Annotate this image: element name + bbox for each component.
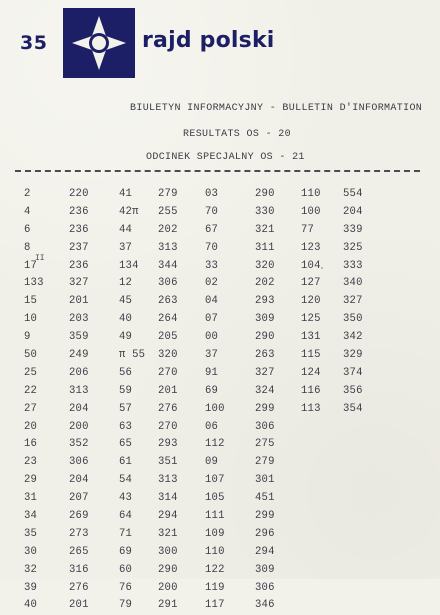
table-cell: 313 bbox=[158, 474, 178, 487]
table-cell: 291 bbox=[158, 599, 178, 612]
table-cell: 290 bbox=[158, 563, 178, 576]
table-cell: 320 bbox=[158, 349, 178, 362]
table-cell: 113 bbox=[301, 402, 321, 415]
table-cell: 125 bbox=[301, 313, 321, 326]
table-cell: 327 bbox=[69, 277, 89, 290]
table-cell: 263 bbox=[255, 349, 275, 362]
table-cell: 339 bbox=[343, 223, 363, 236]
table-cell: 69 bbox=[119, 545, 133, 558]
table-cell: 279 bbox=[158, 188, 178, 200]
table-cell: 65 bbox=[119, 438, 133, 451]
table-cell: 316 bbox=[69, 563, 89, 576]
table-cell: 70 bbox=[205, 241, 219, 254]
table-cell: 324 bbox=[255, 384, 275, 397]
table-cell: 17 bbox=[24, 259, 38, 272]
table-cell: 50 bbox=[24, 349, 38, 362]
table-cell: 110 bbox=[205, 545, 225, 558]
results-column-8 bbox=[343, 186, 391, 419]
table-cell: 273 bbox=[69, 527, 89, 540]
table-cell: π 55 bbox=[119, 349, 146, 362]
table-cell: 115 bbox=[301, 349, 321, 362]
table-cell: 356 bbox=[343, 384, 363, 397]
table-cell: 71 bbox=[119, 527, 133, 540]
table-cell: 313 bbox=[158, 241, 178, 254]
table-cell: 61 bbox=[119, 456, 133, 469]
table-cell: 202 bbox=[158, 223, 178, 236]
table-cell: 202 bbox=[255, 277, 275, 290]
results-column-2 bbox=[69, 186, 117, 615]
table-cell: 10 bbox=[24, 313, 38, 326]
table-cell: 40 bbox=[119, 313, 133, 326]
table-cell: 29 bbox=[24, 474, 38, 487]
table-cell: 294 bbox=[255, 545, 275, 558]
table-cell: 16 bbox=[24, 438, 38, 451]
table-cell: 313 bbox=[69, 384, 89, 397]
star-emblem-icon bbox=[63, 8, 135, 78]
table-cell: 299 bbox=[255, 402, 275, 415]
table-cell: 02 bbox=[205, 277, 219, 290]
special-stage-title: ODCINEK SPECJALNY OS - 21 bbox=[146, 152, 305, 163]
table-cell: 49 bbox=[119, 331, 133, 344]
table-cell: 201 bbox=[158, 384, 178, 397]
table-cell: 275 bbox=[255, 438, 275, 451]
table-cell: 107 bbox=[205, 474, 225, 487]
table-cell: 32 bbox=[24, 563, 38, 576]
table-cell: 31 bbox=[24, 492, 38, 505]
table-cell: 340 bbox=[343, 277, 363, 290]
table-cell: 306 bbox=[255, 581, 275, 594]
table-cell: 204 bbox=[69, 474, 89, 487]
table-cell: 42π bbox=[119, 205, 139, 218]
table-cell: 06 bbox=[205, 420, 219, 433]
table-cell: 314 bbox=[158, 492, 178, 505]
table-cell: 25 bbox=[24, 366, 38, 379]
table-cell: 119 bbox=[205, 581, 225, 594]
table-cell: 124 bbox=[301, 366, 321, 379]
paper-spot bbox=[321, 267, 323, 269]
table-cell: 269 bbox=[69, 510, 89, 523]
table-cell: 22 bbox=[24, 384, 38, 397]
table-cell: 45 bbox=[119, 295, 133, 308]
table-cell: 20 bbox=[24, 420, 38, 433]
table-cell: 346 bbox=[255, 599, 275, 612]
results-table bbox=[0, 186, 440, 612]
table-cell: 344 bbox=[158, 259, 178, 272]
table-cell: 27 bbox=[24, 402, 38, 415]
table-cell: 44 bbox=[119, 223, 133, 236]
table-cell: 306 bbox=[255, 420, 275, 433]
table-cell: 04 bbox=[205, 295, 219, 308]
table-cell: 342 bbox=[343, 331, 363, 344]
table-cell: 34 bbox=[24, 510, 38, 523]
table-cell: 03 bbox=[205, 188, 219, 200]
table-cell: 359 bbox=[69, 331, 89, 344]
results-column-7 bbox=[301, 186, 349, 419]
table-cell: 105 bbox=[205, 492, 225, 505]
table-cell: 59 bbox=[119, 384, 133, 397]
table-cell: 100 bbox=[301, 205, 321, 218]
table-cell: 264 bbox=[158, 313, 178, 326]
table-cell: 09 bbox=[205, 456, 219, 469]
table-cell: 117 bbox=[205, 599, 225, 612]
logo-number: 35 bbox=[20, 32, 48, 54]
table-cell: 60 bbox=[119, 563, 133, 576]
table-cell: 37 bbox=[119, 241, 133, 254]
table-cell: 200 bbox=[69, 420, 89, 433]
table-cell: 320 bbox=[255, 259, 275, 272]
table-cell: 2 bbox=[24, 188, 31, 200]
logo-text: rajd polski bbox=[142, 28, 275, 53]
table-cell: 109 bbox=[205, 527, 225, 540]
table-cell: 64 bbox=[119, 510, 133, 523]
table-cell: 206 bbox=[69, 366, 89, 379]
table-cell: 333 bbox=[343, 259, 363, 272]
table-cell: 63 bbox=[119, 420, 133, 433]
table-cell: 122 bbox=[205, 563, 225, 576]
table-cell: 112 bbox=[205, 438, 225, 451]
table-cell: 200 bbox=[158, 581, 178, 594]
table-cell: 290 bbox=[255, 331, 275, 344]
table-cell: 15 bbox=[24, 295, 38, 308]
table-cell: 70 bbox=[205, 205, 219, 218]
table-cell: 309 bbox=[255, 563, 275, 576]
results-column-6 bbox=[255, 186, 303, 615]
table-cell: 296 bbox=[255, 527, 275, 540]
table-cell: 204 bbox=[69, 402, 89, 415]
table-cell: 220 bbox=[69, 188, 89, 200]
results-column-5 bbox=[205, 186, 253, 615]
table-cell: 325 bbox=[343, 241, 363, 254]
table-cell: 330 bbox=[255, 205, 275, 218]
table-cell: 351 bbox=[158, 456, 178, 469]
table-cell: 299 bbox=[255, 510, 275, 523]
table-cell: 00 bbox=[205, 331, 219, 344]
table-cell: 203 bbox=[69, 313, 89, 326]
table-cell: 255 bbox=[158, 205, 178, 218]
table-cell: 350 bbox=[343, 313, 363, 326]
table-cell: 265 bbox=[69, 545, 89, 558]
table-cell: 39 bbox=[24, 581, 38, 594]
table-cell: 327 bbox=[255, 366, 275, 379]
table-cell: 67 bbox=[205, 223, 219, 236]
table-cell: 100 bbox=[205, 402, 225, 415]
table-cell: 236 bbox=[69, 223, 89, 236]
table-cell: 300 bbox=[158, 545, 178, 558]
bulletin-title: BIULETYN INFORMACYJNY - BULLETIN D'INFORMATION bbox=[130, 103, 423, 114]
table-cell: 12 bbox=[119, 277, 133, 290]
table-cell: 77 bbox=[301, 223, 315, 236]
table-cell: 37 bbox=[205, 349, 219, 362]
table-cell: 306 bbox=[158, 277, 178, 290]
table-cell: 306 bbox=[69, 456, 89, 469]
table-cell: 451 bbox=[255, 492, 275, 505]
table-cell: 321 bbox=[255, 223, 275, 236]
table-cell: 301 bbox=[255, 474, 275, 487]
table-cell: 110 bbox=[301, 188, 321, 200]
table-cell: 133 bbox=[24, 277, 44, 290]
handwritten-mark: II bbox=[35, 254, 45, 263]
table-cell: 270 bbox=[158, 420, 178, 433]
table-cell: 205 bbox=[158, 331, 178, 344]
table-cell: 30 bbox=[24, 545, 38, 558]
table-cell: 293 bbox=[158, 438, 178, 451]
table-cell: 270 bbox=[158, 366, 178, 379]
table-cell: 69 bbox=[205, 384, 219, 397]
table-cell: 56 bbox=[119, 366, 133, 379]
table-cell: 33 bbox=[205, 259, 219, 272]
table-cell: 104 bbox=[301, 259, 321, 272]
table-cell: 134 bbox=[119, 259, 139, 272]
table-cell: 329 bbox=[343, 349, 363, 362]
rally-logo bbox=[18, 8, 278, 78]
table-cell: 237 bbox=[69, 241, 89, 254]
table-cell: 354 bbox=[343, 402, 363, 415]
table-cell: 236 bbox=[69, 259, 89, 272]
table-cell: 352 bbox=[69, 438, 89, 451]
table-cell: 116 bbox=[301, 384, 321, 397]
table-cell: 204 bbox=[343, 205, 363, 218]
separator-line bbox=[15, 170, 420, 172]
table-cell: 6 bbox=[24, 223, 31, 236]
table-cell: 54 bbox=[119, 474, 133, 487]
table-cell: 35 bbox=[24, 527, 38, 540]
table-cell: 311 bbox=[255, 241, 275, 254]
table-cell: 43 bbox=[119, 492, 133, 505]
table-cell: 8 bbox=[24, 241, 31, 254]
table-cell: 263 bbox=[158, 295, 178, 308]
table-cell: 4 bbox=[24, 205, 31, 218]
table-cell: 276 bbox=[158, 402, 178, 415]
table-cell: 23 bbox=[24, 456, 38, 469]
table-cell: 374 bbox=[343, 366, 363, 379]
table-cell: 327 bbox=[343, 295, 363, 308]
table-cell: 79 bbox=[119, 599, 133, 612]
table-cell: 294 bbox=[158, 510, 178, 523]
table-cell: 321 bbox=[158, 527, 178, 540]
table-cell: 309 bbox=[255, 313, 275, 326]
table-cell: 91 bbox=[205, 366, 219, 379]
table-cell: 123 bbox=[301, 241, 321, 254]
table-cell: 293 bbox=[255, 295, 275, 308]
results-title: RESULTATS OS - 20 bbox=[183, 129, 291, 140]
table-cell: 279 bbox=[255, 456, 275, 469]
table-cell: 236 bbox=[69, 205, 89, 218]
table-cell: 120 bbox=[301, 295, 321, 308]
table-cell: 57 bbox=[119, 402, 133, 415]
table-cell: 207 bbox=[69, 492, 89, 505]
table-cell: 290 bbox=[255, 188, 275, 200]
table-cell: 554 bbox=[343, 188, 363, 200]
table-cell: 201 bbox=[69, 295, 89, 308]
logo-emblem bbox=[63, 8, 135, 78]
table-cell: 76 bbox=[119, 581, 133, 594]
table-cell: 111 bbox=[205, 510, 225, 523]
table-cell: 9 bbox=[24, 331, 31, 344]
table-cell: 276 bbox=[69, 581, 89, 594]
results-column-4 bbox=[158, 186, 206, 615]
table-cell: 127 bbox=[301, 277, 321, 290]
table-cell: 41 bbox=[119, 188, 133, 200]
table-cell: 249 bbox=[69, 349, 89, 362]
table-cell: 40 bbox=[24, 599, 38, 612]
table-cell: 131 bbox=[301, 331, 321, 344]
table-cell: 07 bbox=[205, 313, 219, 326]
table-cell: 201 bbox=[69, 599, 89, 612]
